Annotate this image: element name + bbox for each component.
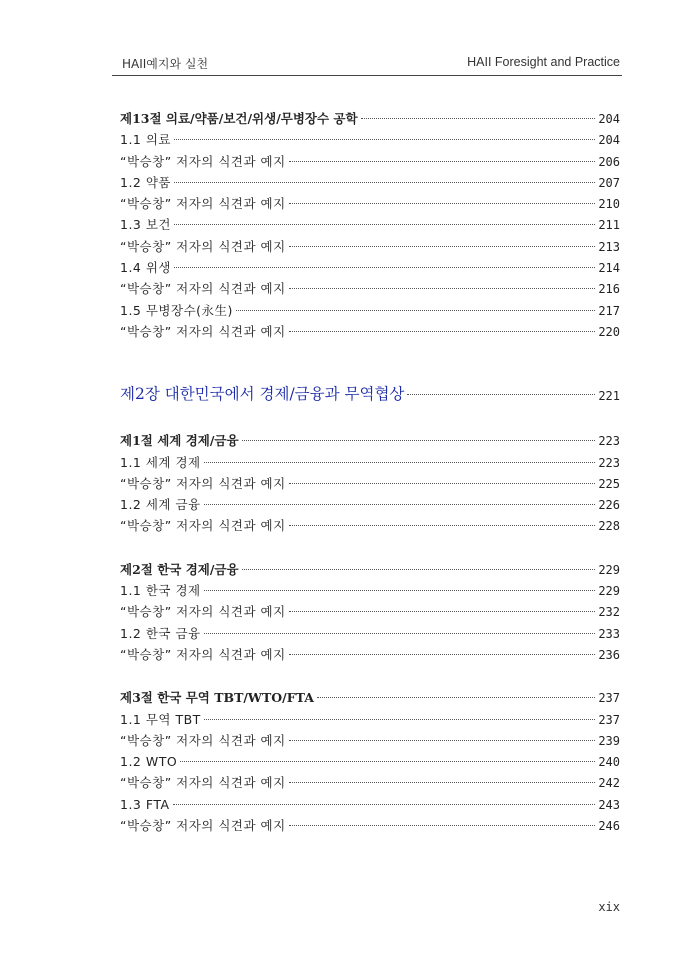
dot-leader [361, 118, 596, 119]
toc-entry-title: 1.2 WTO [120, 754, 178, 770]
toc-entry-title: “박승창” 저자의 식견과 예지 [120, 281, 286, 297]
toc-entry-row[interactable] [120, 580, 620, 601]
dot-leader [289, 611, 596, 612]
toc-entry-row[interactable] [120, 214, 620, 235]
toc-entry-title: 1.5 무병장수(永生) [120, 302, 233, 318]
toc-chapter-row[interactable] [120, 379, 620, 409]
dot-leader [289, 525, 596, 526]
toc-section-row[interactable] [120, 687, 620, 708]
toc-spacer [120, 537, 620, 559]
toc-entry-title: “박승창” 저자의 식견과 예지 [120, 323, 286, 339]
toc-entry-row[interactable] [120, 236, 620, 257]
toc-entry-row[interactable] [120, 321, 620, 342]
toc-entry-row[interactable] [120, 494, 620, 515]
dot-leader [407, 394, 595, 395]
toc-page-number: 237 [598, 691, 620, 706]
header-book-title-korean: HAII예지와 실천 [122, 57, 209, 71]
toc-page-number: 232 [598, 605, 620, 620]
toc-entry-row[interactable] [120, 601, 620, 622]
toc-entry-title: “박승창” 저자의 식견과 예지 [120, 775, 286, 791]
dot-leader [236, 310, 595, 311]
toc-page-number: 237 [598, 712, 620, 727]
toc-page-number: 223 [598, 434, 620, 449]
dot-leader [173, 804, 596, 805]
toc-page-number: 225 [598, 476, 620, 491]
toc-page-number: 236 [598, 647, 620, 662]
toc-page-number: 246 [598, 819, 620, 834]
toc-entry-title: “박승창” 저자의 식견과 예지 [120, 646, 286, 662]
toc-spacer [120, 342, 620, 379]
toc-page-number: 204 [598, 112, 620, 126]
toc-section-row[interactable] [120, 430, 620, 451]
running-header [122, 55, 620, 71]
dot-leader [174, 139, 595, 140]
toc-entry-title: 1.3 보건 [120, 217, 172, 233]
toc-entry-title: 1.3 FTA [120, 796, 170, 812]
toc-entry-row[interactable] [120, 278, 620, 299]
toc-entry-title: “박승창” 저자의 식견과 예지 [120, 604, 286, 620]
toc-entry-row[interactable] [120, 751, 620, 772]
toc-page-number: 226 [598, 498, 620, 513]
toc-entry-title: 1.1 의료 [120, 132, 172, 148]
toc-page-number: 204 [598, 133, 620, 148]
dot-leader [289, 288, 596, 289]
toc-page-number: 220 [598, 324, 620, 339]
dot-leader [289, 654, 596, 655]
dot-leader [204, 719, 595, 720]
toc-section-title: 제1절 세계 경제/금융 [120, 433, 239, 449]
toc-page-number: 207 [598, 175, 620, 190]
toc-entry-title: 1.1 세계 경제 [120, 454, 201, 470]
toc-section-row[interactable] [120, 108, 620, 129]
toc-section-title: 제2절 한국 경제/금융 [120, 561, 239, 577]
toc-page-number: 211 [598, 218, 620, 233]
dot-leader [289, 825, 596, 826]
toc-entry-title: “박승창” 저자의 식견과 예지 [120, 732, 286, 748]
toc-page-number: 217 [598, 303, 620, 318]
toc-entry-row[interactable] [120, 257, 620, 278]
dot-leader [242, 569, 596, 570]
toc-entry-row[interactable] [120, 151, 620, 172]
toc-spacer [120, 665, 620, 687]
toc-entry-title: 1.2 세계 금융 [120, 497, 201, 513]
toc-page-number: 213 [598, 239, 620, 254]
dot-leader [204, 633, 596, 634]
toc-entry-row[interactable] [120, 172, 620, 193]
toc-entry-title: 1.2 한국 금융 [120, 625, 201, 641]
toc-page-number: 233 [598, 626, 620, 641]
toc-section-title: 제3절 한국 무역 TBT/WTO/FTA [120, 690, 314, 706]
toc-entry-title: “박승창” 저자의 식견과 예지 [120, 196, 286, 212]
toc-entry-title: 1.1 한국 경제 [120, 583, 201, 599]
dot-leader [204, 462, 596, 463]
toc-entry-row[interactable] [120, 794, 620, 815]
toc-entry-row[interactable] [120, 772, 620, 793]
toc-entry-row[interactable] [120, 709, 620, 730]
header-book-title-english: HAII Foresight and Practice [467, 55, 620, 69]
toc-entry-row[interactable] [120, 515, 620, 536]
toc-entry-title: 1.1 무역 TBT [120, 711, 201, 727]
page-number: xix [598, 900, 620, 914]
dot-leader [289, 161, 596, 162]
dot-leader [289, 782, 596, 783]
dot-leader [242, 440, 596, 441]
dot-leader [180, 761, 595, 762]
toc-page-number: 223 [598, 455, 620, 470]
table-of-contents [120, 108, 620, 836]
toc-page-number: 206 [598, 154, 620, 169]
toc-entry-row[interactable] [120, 452, 620, 473]
toc-entry-row[interactable] [120, 815, 620, 836]
toc-entry-title: “박승창” 저자의 식견과 예지 [120, 238, 286, 254]
dot-leader [174, 182, 595, 183]
toc-section-title: 제13절 의료/약품/보건/위생/무병장수 공학 [120, 111, 358, 126]
toc-entry-row[interactable] [120, 623, 620, 644]
toc-page-number: 214 [598, 261, 620, 276]
dot-leader [289, 203, 596, 204]
toc-section-row[interactable] [120, 559, 620, 580]
toc-page-number: 239 [598, 733, 620, 748]
toc-entry-title: 1.2 약품 [120, 174, 172, 190]
dot-leader [289, 246, 596, 247]
toc-page-number: 243 [598, 797, 620, 812]
dot-leader [204, 504, 596, 505]
dot-leader [317, 697, 595, 698]
dot-leader [289, 331, 596, 332]
toc-page-number: 240 [598, 755, 620, 770]
toc-page-number: 229 [598, 584, 620, 599]
toc-entry-title: “박승창” 저자의 식견과 예지 [120, 153, 286, 169]
toc-page-number: 229 [598, 562, 620, 577]
toc-page-number: 221 [598, 389, 620, 404]
dot-leader [289, 483, 596, 484]
toc-entry-title: “박승창” 저자의 식견과 예지 [120, 818, 286, 834]
header-divider [112, 75, 622, 76]
toc-entry-title: “박승창” 저자의 식견과 예지 [120, 475, 286, 491]
toc-entry-row[interactable] [120, 644, 620, 665]
toc-entry-row[interactable] [120, 193, 620, 214]
toc-page-number: 228 [598, 519, 620, 534]
toc-page-number: 242 [598, 776, 620, 791]
toc-entry-row[interactable] [120, 473, 620, 494]
toc-entry-row[interactable] [120, 129, 620, 150]
dot-leader [204, 590, 596, 591]
toc-entry-row[interactable] [120, 730, 620, 751]
toc-entry-title: “박승창” 저자의 식견과 예지 [120, 518, 286, 534]
dot-leader [174, 267, 595, 268]
toc-page-number: 216 [598, 282, 620, 297]
toc-chapter-title: 제2장 대한민국에서 경제/금융과 무역협상 [120, 385, 405, 404]
toc-entry-title: 1.4 위생 [120, 260, 172, 276]
toc-spacer [120, 409, 620, 430]
toc-page-number: 210 [598, 197, 620, 212]
dot-leader [289, 740, 596, 741]
toc-entry-row[interactable] [120, 300, 620, 321]
dot-leader [174, 224, 595, 225]
